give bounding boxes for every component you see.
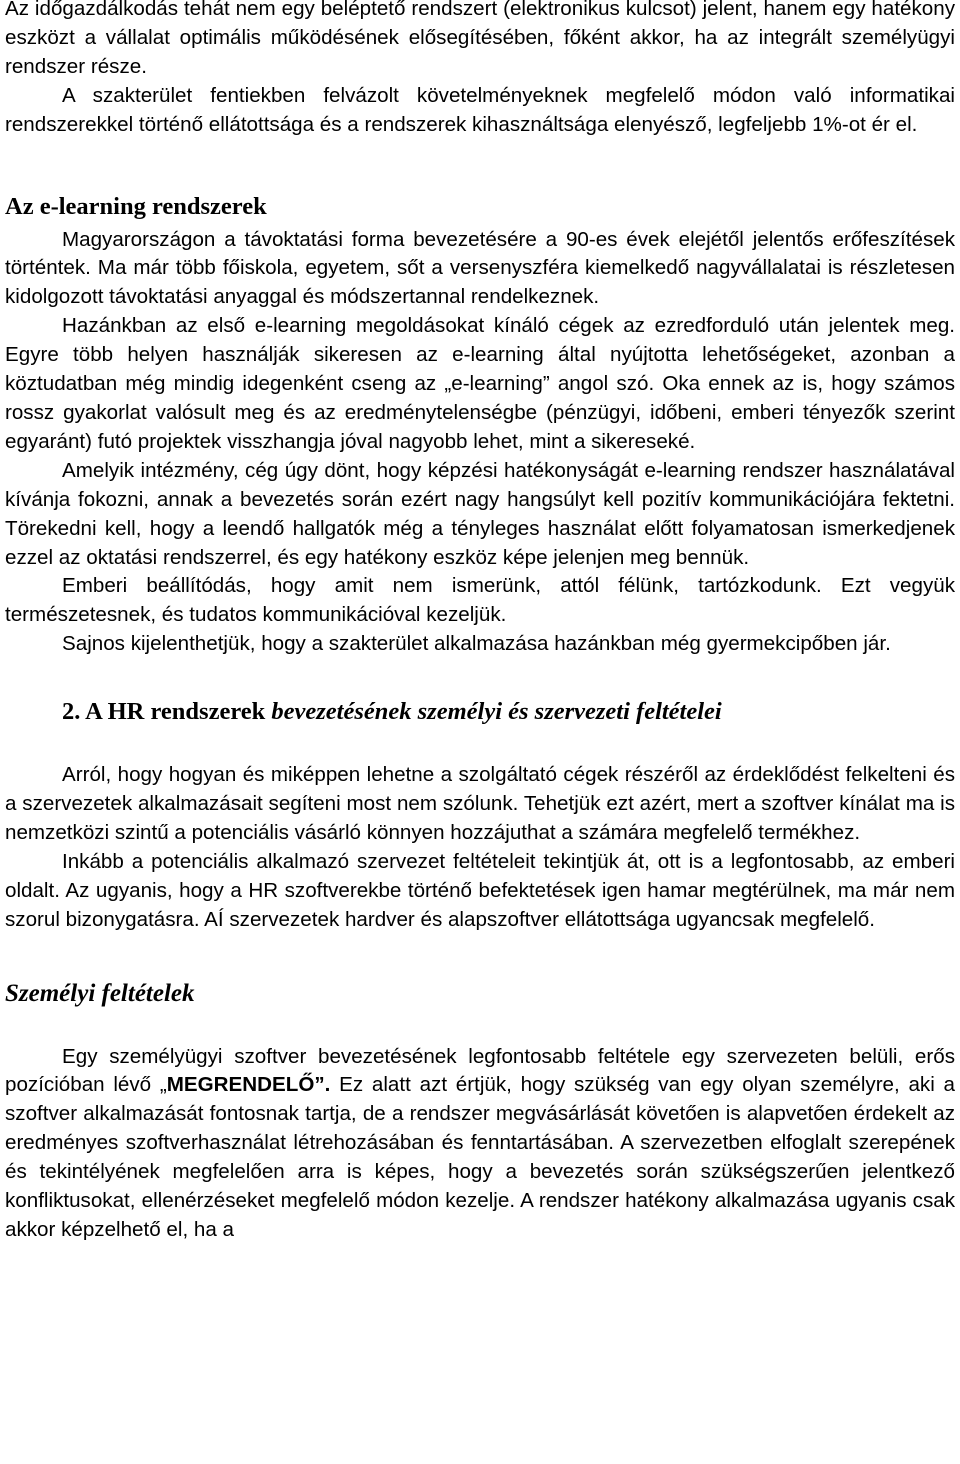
- section-2-heading: [5, 697, 955, 727]
- elearning-paragraph-1: Magyarországon a távoktatási forma bevezetésére a 90-es évek elejétől jelentős erőfeszítések történtek. Ma már több főiskola, egyetem, sőt a versenyszféra kiemelkedő nagyvállalatai is részletesen kidolgozott távoktatási anyaggal és módszertannal rendelkeznek.: [5, 227, 955, 309]
- megrendelo-emphasis: MEGRENDELŐ”.: [166, 1073, 331, 1097]
- elearning-paragraph-5: Sajnos kijelenthetjük, hogy a szakterület alkalmazása hazánkban még gyermekcipőben jár.: [62, 632, 891, 656]
- intro-paragraph-2: A szakterület fentiekben felvázolt követelményeknek megfelelő módon való informatikai rendszerekkel történő ellátottsága és a rendszerek kihasználtsága elenyésző, legfeljebb 1%-ot ér el.: [5, 83, 955, 136]
- section-2-paragraph-1: Arról, hogy hogyan és miképpen lehetne a szolgáltató cégek részéről az érdeklődést felkelteni és a szervezetek alkalmazásait segíteni most nem szólunk. Tehetjük ezt azért, mert a szoftver kínálat ma is nemzetközi szintű a potenciális vásárló könnyen hozzájuthat a számára megfelelő termékhez.: [5, 763, 955, 844]
- personal-text-before: Egy személyügyi szoftver bevezetésének legfontosabb feltétele egy szervezeten belüli, erős pozícióban lévő „: [5, 1044, 955, 1097]
- section-2-paragraph-2: Inkább a potenciális alkalmazó szervezet feltételeit tekintjük át, ott is a legfontosabb, az emberi oldalt. Az ugyanis, hogy a HR szoftverekbe történő befektetések igen hamar megtérülnek, ma már nem szorul bizonygatásra. AÍ szervezetek hardver és alapszoftver ellátottsága ugyancsak megfelelő.: [5, 849, 955, 931]
- personal-conditions-heading: Személyi feltételek: [5, 979, 195, 1007]
- personal-text-after: Ez alatt azt értjük, hogy szükség van egy olyan személyre, aki a szoftver alkalmazását fontosnak tartja, de a rendszer megvásárlását követően is alapvetően érdekelt az eredményes szoftverhasználat létrehozásában és fenntartásában. A szervezetben elfoglalt szerepének és tekintélyének megfelelően arra is képes, hogy a bevezetés során szükségszerűen jelentkező konfliktusokat, ellenérzéseket megfelelő módon kezelje. A rendszer hatékony alkalmazása ugyanis csak akkor képzelhető el, ha a: [5, 1073, 955, 1241]
- elearning-paragraph-2: Hazánkban az első e-learning megoldásokat kínáló cégek az ezredforduló után jelentek meg. Egyre több helyen használják sikeresen az e-learning által nyújtotta lehetőségeket, azonban a köztudatban még mindig idegenként cseng az „e-learning” angol szó. Oka ennek az is, hogy számos rossz gyakorlat valósult meg és az eredménytelenségbe (pénzügyi, időbeni, emberi tényezők szerint egyaránt) futó projektek visszhangja jóval nagyobb lehet, mint a sikereseké.: [5, 314, 955, 453]
- elearning-paragraph-3: Amelyik intézmény, cég úgy dönt, hogy képzési hatékonyságát e-learning rendszer használatával kívánja fokozni, annak a bevezetés során ezért nagy hangsúlyt kell pozitív kommunikációjára fektetni. Törekedni kell, hogy a leendő hallgatók még a tényleges használat előtt folyamatosan ismerkedjenek ezzel az oktatási rendszerrel, és egy hatékony eszköz képe jelenjen meg bennük.: [5, 458, 955, 569]
- document-page: [5, 0, 955, 1245]
- section-2-heading-italic: bevezetésének személyi és szervezeti feltételei: [271, 698, 722, 726]
- elearning-paragraph-4: Emberi beállítódás, hogy amit nem ismerünk, attól félünk, tartózkodunk. Ezt vegyük természetesnek, és tudatos kommunikációval kezeljük.: [5, 574, 955, 627]
- elearning-heading: Az e-learning rendszerek: [5, 192, 267, 220]
- intro-paragraph-1: Az időgazdálkodás tehát nem egy beléptető rendszert (elektronikus kulcsot) jelent, hanem egy hatékony eszközt a vállalat optimális működésének elősegítésében, főként akkor, ha az integrált személyügyi rendszer része.: [5, 0, 955, 78]
- personal-conditions-paragraph: [5, 1043, 955, 1245]
- section-2-heading-plain: 2. A HR rendszerek: [62, 698, 272, 726]
